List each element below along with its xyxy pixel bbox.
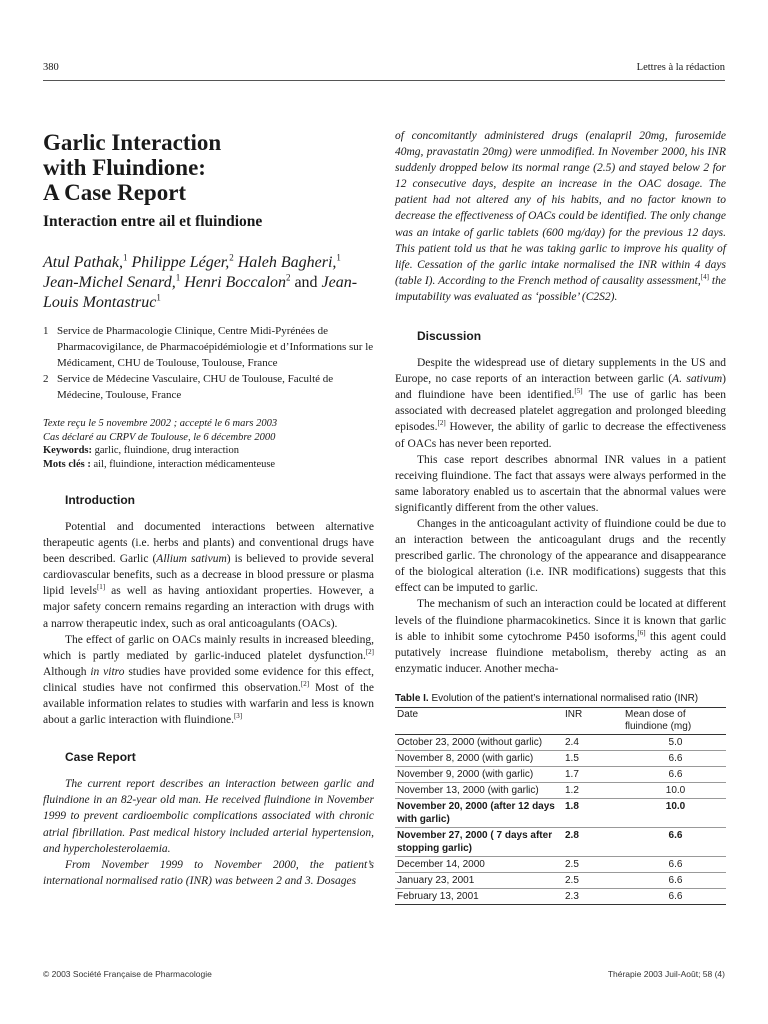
declared-date: Cas déclaré au CRPV de Toulouse, le 6 décembre 2000	[43, 431, 276, 443]
discussion-paragraph-3: Changes in the anticoagulant activity of fluindione could be due to an interaction between the anticoagulant drugs and the recently prescribed garlic. The chronology of the appearance and disappearance of the biological alteration (i.e. INR modifications) suggests that this effect can be imputed to garlic.	[395, 517, 726, 595]
table-row	[395, 782, 726, 798]
mots-cles: Mots clés : ail, fluindione, interaction médicamenteuse	[43, 458, 276, 470]
table-row	[395, 798, 726, 827]
discussion-heading: Discussion	[417, 329, 482, 344]
author-list: Atul Pathak,$^1$ Philippe Léger,$^2$ Haleh Bagheri,$^1$ Jean-Michel Senard,$^1$ Henri Boccalon$^2$ and Jean-Louis Montastruc$^1$	[43, 252, 358, 311]
affiliation-2: 2 Service de Médecine Vasculaire, CHU de Toulouse, Faculté de Médecine, Toulouse, France	[43, 373, 334, 401]
intro-paragraph-1: Potential and documented interactions between alternative therapeutic agents (i.e. herbs and plants) and conventional drugs have been described. Garlic (Allium sativum) is believed to provide several cardiovascular benefits, such as a decrease in blood pressure or plasma lipid levels[1] as well as having antioxidant properties. However, a major safety concern remains regarding an interaction with drugs with a narrow therapeutic index, such as oral anticoagulants (OACs).	[43, 521, 374, 630]
table-header-row	[395, 707, 726, 734]
received-date: Texte reçu le 5 novembre 2002 ; accepté le 6 mars 2003	[43, 418, 278, 429]
row-date: October 23, 2000 (without garlic)	[395, 734, 563, 750]
table-row	[395, 750, 726, 766]
row-dose: 6.6	[623, 827, 726, 856]
case-paragraph-1: The current report describes an interaction between garlic and fluindione in an 82-year old man. He received fluindione in November 1999 to prevent cardioembolic complications associated with chronic atrial fibrillation. Past medical history included arterial hypertension, and hypercholesterolaemia.	[43, 778, 374, 855]
row-date: November 8, 2000 (with garlic)	[395, 750, 563, 766]
inr-table	[395, 707, 726, 905]
table-row	[395, 856, 726, 872]
intro-paragraph-2: The effect of garlic on OACs mainly results in increased bleeding, which is partly mediated by garlic-induced platelet dysfunction.[2] Although in vitro studies have provided some evidence for this effect, clinical studies have not confirmed this observation.[2] Most of the available information relates to studies with warfarin and less is known about a garlic interaction with fluindione.[3]	[43, 633, 375, 727]
row-date: November 27, 2000 ( 7 days after stopping garlic)	[395, 827, 563, 856]
table-container	[395, 693, 726, 905]
article-title: Garlic Interaction with Fluindione: A Case Report	[43, 130, 222, 205]
row-date: February 13, 2001	[395, 888, 563, 904]
table-row	[395, 766, 726, 782]
table-row	[395, 827, 726, 856]
keywords: Keywords: garlic, fluindione, drug interaction	[43, 445, 239, 456]
page-number: 380	[43, 62, 59, 73]
right-column	[395, 128, 726, 905]
copyright: © 2003 Société Française de Pharmacologie	[43, 969, 212, 979]
row-inr: 2.5	[563, 856, 623, 872]
row-inr: 2.4	[563, 734, 623, 750]
row-inr: 2.5	[563, 872, 623, 888]
row-dose: 10.0	[623, 782, 726, 798]
row-inr: 1.2	[563, 782, 623, 798]
row-dose: 5.0	[623, 734, 726, 750]
row-date: November 9, 2000 (with garlic)	[395, 766, 563, 782]
row-dose: 6.6	[623, 888, 726, 904]
left-column	[43, 130, 374, 889]
row-date: January 23, 2001	[395, 872, 563, 888]
case-paragraph-3: of concomitantly administered drugs (enalapril 20mg, furosemide 40mg, pravastatin 20mg) were unmodified. In November 2000, his INR suddenly dropped below its normal range (2.5) and stayed below 2 for 12 consecutive days, despite an increase in the OAC dosage. The patient had not altered any of his habits, and no factor known to decrease the effectiveness of OACs could be identified. The only change was an intake of garlic tablets (600 mg/day) for the previous 12 days. This patient told us that he was taking garlic to improve his quality of life. Cessation of the garlic intake normalised the INR within 4 days (table I). According to the French method of causality assessment,[4] the imputability was evaluated as ‘possible’ (C2S2).	[395, 130, 726, 303]
row-dose: 6.6	[623, 750, 726, 766]
row-date: November 13, 2000 (with garlic)	[395, 782, 563, 798]
article-subtitle: Interaction entre ail et fluindione	[43, 213, 263, 230]
discussion-paragraph-2: This case report describes abnormal INR values in a patient receiving fluindione. The fact that assays were always performed in the same laboratory enabled us to ascertain that the abnormal values were significantly different from the other values.	[395, 453, 726, 514]
row-dose: 6.6	[623, 856, 726, 872]
table-row	[395, 888, 726, 904]
discussion-paragraph-4: The mechanism of such an interaction could be located at different levels of the fluindione pharmacokinetics. Since it is known that garlic is able to inhibit some cytochrome P450 isoforms,[6] this agent could putatively increase fluindione metabolism, thereby acting as an enzymatic inducer. Another mecha-	[395, 598, 726, 675]
row-inr: 1.7	[563, 766, 623, 782]
row-dose: 6.6	[623, 872, 726, 888]
page-footer	[43, 969, 725, 979]
table-row	[395, 872, 726, 888]
article-dates	[43, 417, 374, 471]
row-inr: 1.5	[563, 750, 623, 766]
discussion-paragraph-1: Despite the widespread use of dietary supplements in the US and Europe, no case reports of an interaction between garlic (A. sativum) and fluindione have been identified.[5] The use of garlic has been associated with decreased platelet aggregation and prolonged bleeding episodes.[2] However, the ability of garlic to decrease the effectiveness of OACs has never been reported.	[395, 357, 727, 450]
table-caption: Table I. Evolution of the patient’s international normalised ratio (INR)	[395, 692, 699, 704]
row-inr: 2.3	[563, 888, 623, 904]
table-row	[395, 734, 726, 750]
affiliation-1: 1 Service de Pharmacologie Clinique, Centre Midi-Pyrénées de Pharmacovigilance, de Pharmacoépidémiologie et d’Informations sur le Médicament, CHU de Toulouse, Toulouse, France	[43, 325, 374, 369]
introduction-heading: Introduction	[65, 493, 135, 507]
row-date: November 20, 2000 (after 12 days with garlic)	[395, 798, 563, 827]
affiliations	[43, 323, 374, 403]
row-dose: 10.0	[623, 798, 726, 827]
header-date: Date	[395, 707, 563, 734]
journal-citation: Thérapie 2003 Juil-Août; 58 (4)	[607, 969, 725, 979]
running-head	[43, 62, 725, 73]
row-inr: 2.8	[563, 827, 623, 856]
section-name: Lettres à la rédaction	[636, 62, 725, 73]
header-rule	[43, 80, 725, 81]
case-report-heading: Case Report	[65, 750, 136, 765]
header-inr: INR	[563, 707, 623, 734]
row-inr: 1.8	[563, 798, 623, 827]
header-dose: Mean dose of fluindione (mg)	[623, 707, 726, 734]
case-paragraph-2: From November 1999 to November 2000, the patient’s international normalised ratio (INR) was between 2 and 3. Dosages	[43, 858, 374, 887]
row-date: December 14, 2000	[395, 856, 563, 872]
row-dose: 6.6	[623, 766, 726, 782]
